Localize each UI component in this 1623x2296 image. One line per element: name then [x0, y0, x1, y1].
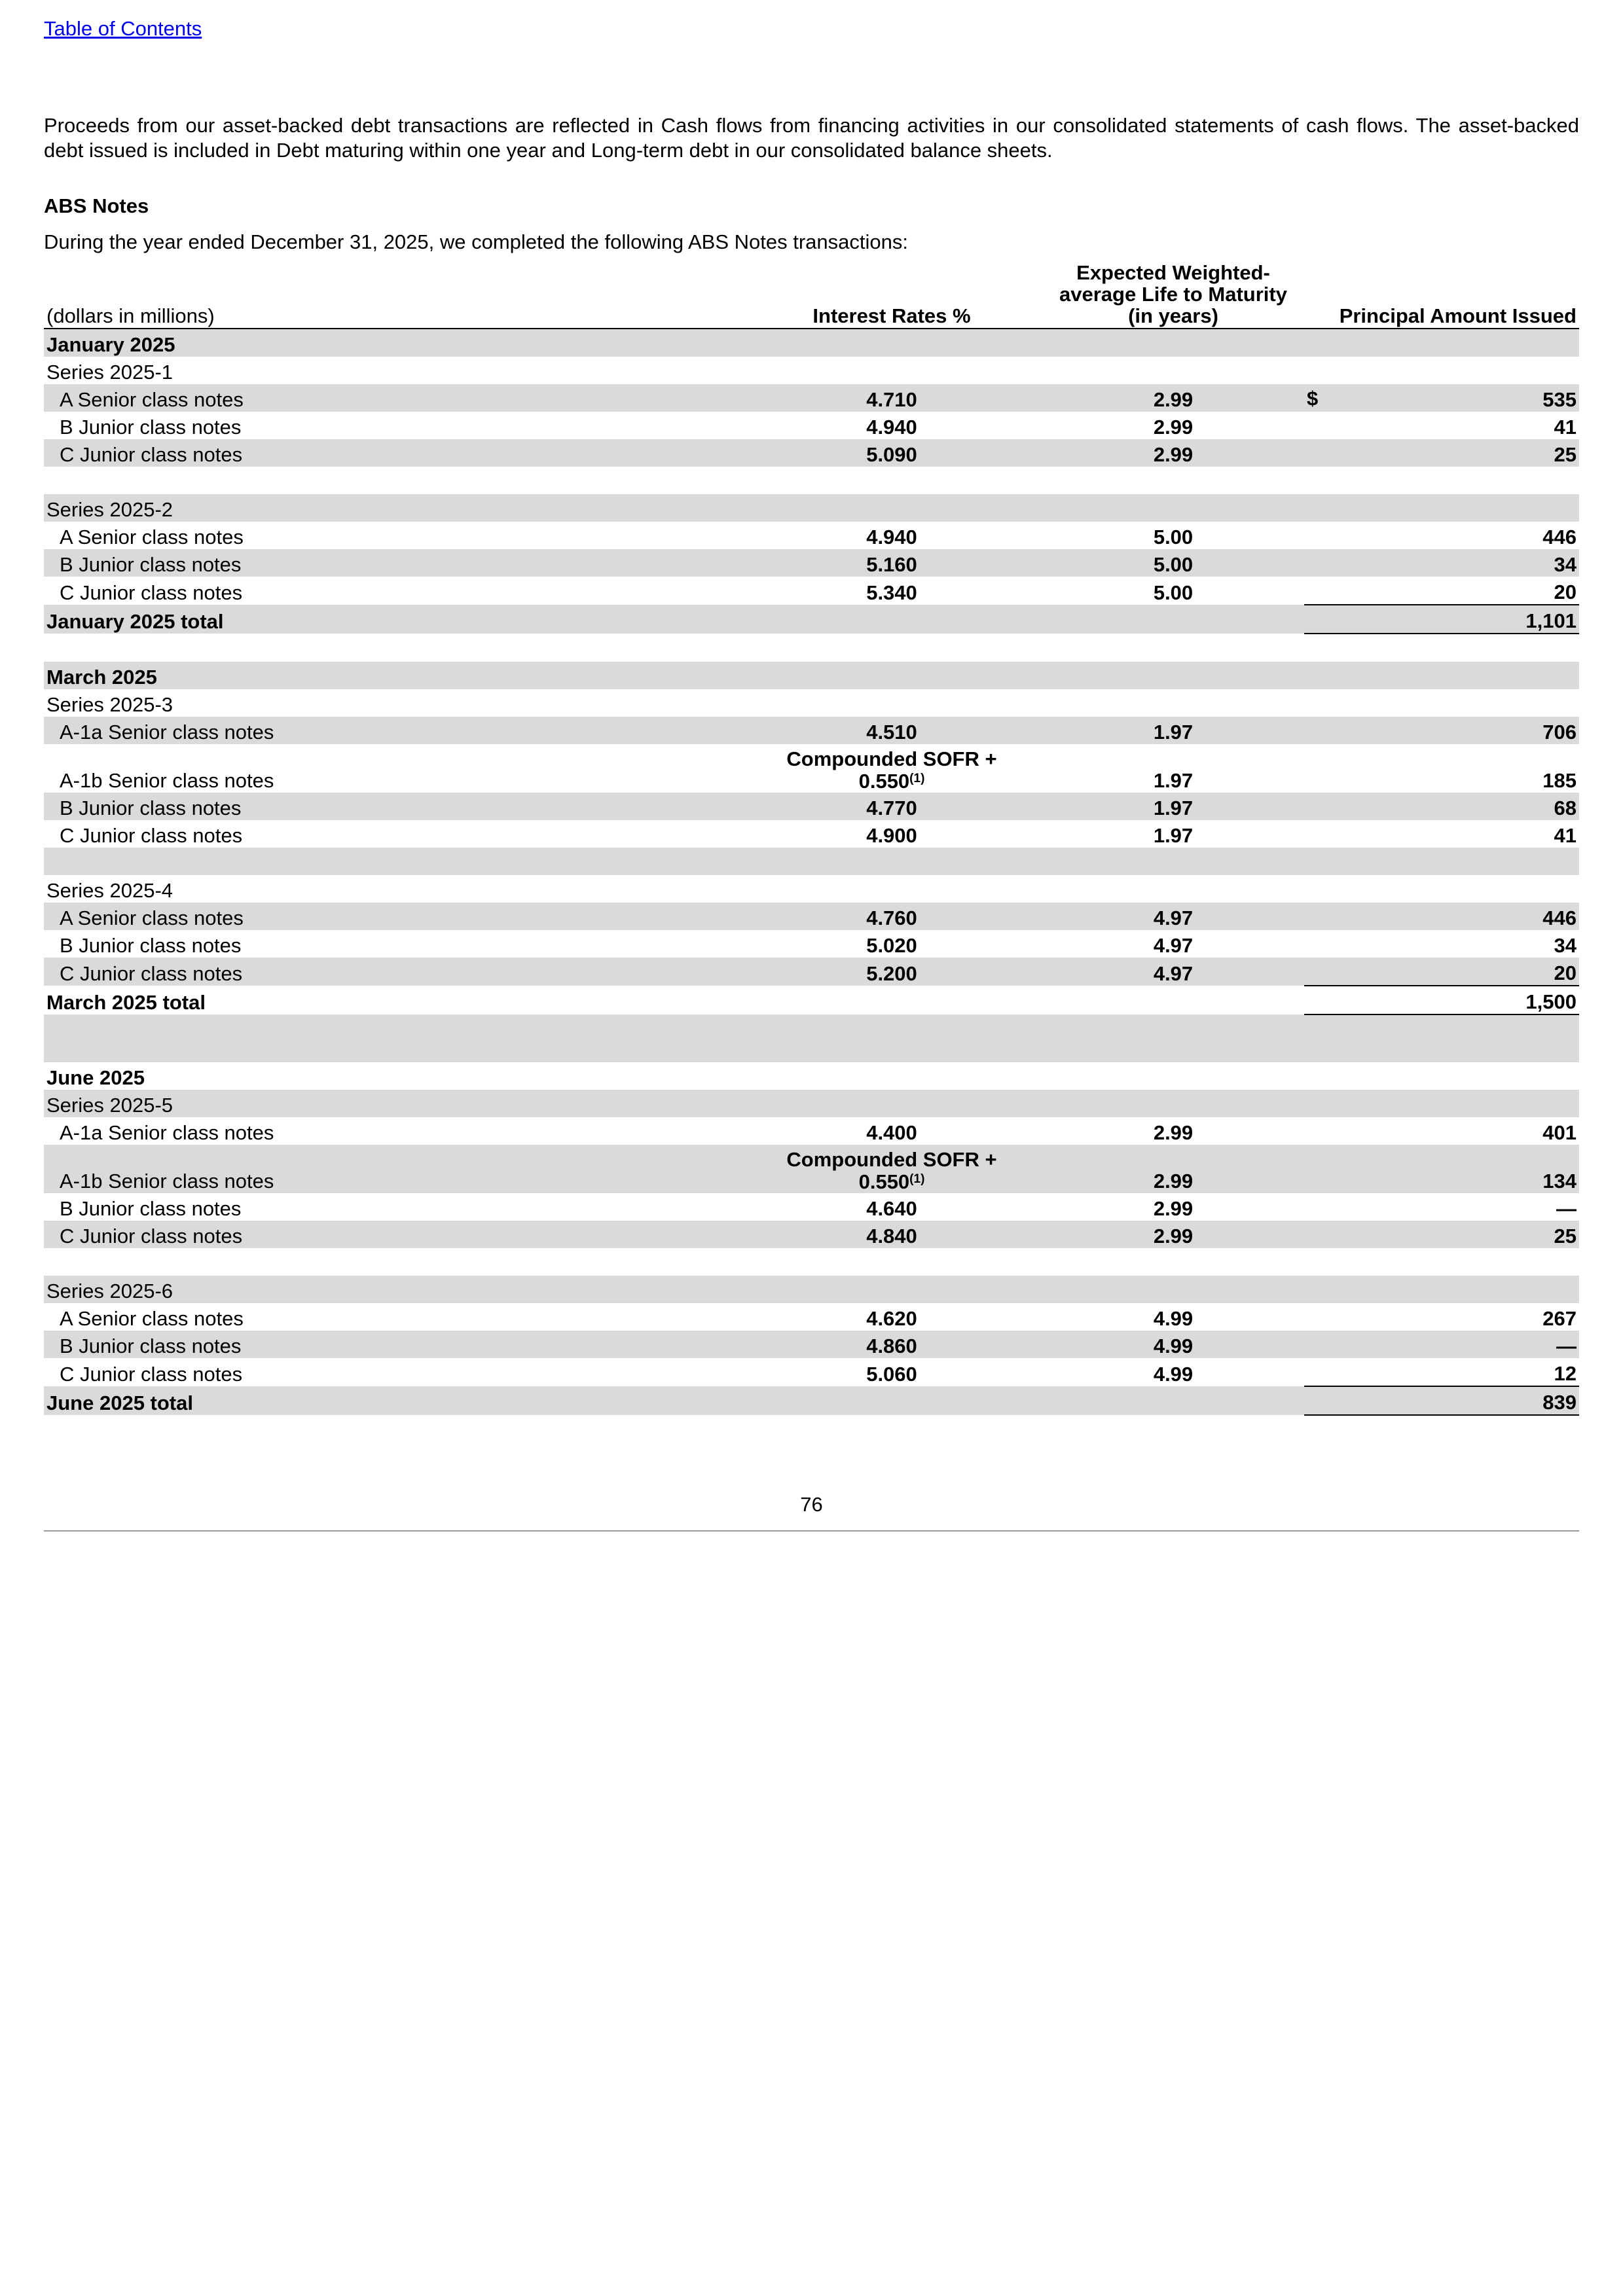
amount-value: —	[1556, 1197, 1577, 1220]
weighted-life	[1042, 605, 1304, 634]
weighted-life	[1042, 1276, 1304, 1303]
row-label: A-1b Senior class notes	[44, 1145, 741, 1193]
principal-amount	[1304, 1117, 1579, 1145]
amount-value: 185	[1542, 769, 1577, 792]
interest-rate: 5.160	[741, 549, 1042, 577]
principal-amount	[1304, 467, 1579, 494]
series-row	[44, 689, 1579, 717]
weighted-life: 1.97	[1153, 824, 1194, 847]
table-row	[44, 439, 1579, 467]
amount-value: 446	[1542, 906, 1577, 929]
principal-amount	[1304, 689, 1579, 717]
row-label: Series 2025-5	[44, 1090, 741, 1117]
row-label: Series 2025-6	[44, 1276, 741, 1303]
amount-value: 34	[1554, 934, 1577, 957]
weighted-life: 4.97	[1042, 958, 1304, 986]
row-label: C Junior class notes	[60, 581, 243, 604]
row-label: B Junior class notes	[44, 1331, 741, 1358]
principal-amount	[1304, 1090, 1579, 1117]
principal-amount	[1304, 958, 1579, 986]
weighted-life	[1042, 689, 1304, 717]
weighted-life: 4.97	[1153, 934, 1194, 957]
weighted-life: 1.97	[1153, 769, 1194, 792]
interest-rate	[741, 467, 1042, 494]
interest-rate: 5.340	[866, 581, 917, 604]
weighted-life: 5.00	[1153, 526, 1194, 548]
interest-rate	[741, 689, 1042, 717]
weighted-life	[1042, 634, 1304, 662]
table-row	[44, 820, 1579, 848]
interest-rate	[741, 875, 1042, 903]
rate-line-1: Compounded SOFR +	[786, 747, 997, 770]
table-row	[44, 384, 1579, 412]
page-footer-rule	[44, 1530, 1579, 1532]
row-label: B Junior class notes	[44, 549, 741, 577]
table-row	[44, 1117, 1579, 1145]
principal-amount	[1304, 494, 1579, 522]
weighted-life	[1042, 662, 1304, 689]
spacer-row	[44, 1248, 1579, 1276]
interest-rate	[741, 329, 1042, 357]
interest-rate: 4.940	[866, 416, 917, 439]
weighted-life	[1042, 1248, 1304, 1276]
weighted-life: 2.99	[1153, 1121, 1194, 1144]
principal-amount	[1304, 875, 1579, 903]
interest-rate: 4.760	[741, 903, 1042, 930]
row-label: C Junior class notes	[44, 1221, 741, 1248]
interest-rate	[741, 634, 1042, 662]
amount-value: 1,500	[1525, 990, 1577, 1013]
principal-amount	[1304, 903, 1579, 930]
abs-notes-table	[44, 260, 1579, 1416]
row-label: January 2025	[44, 329, 741, 357]
row-label: B Junior class notes	[60, 1197, 242, 1220]
interest-rate: 5.020	[866, 934, 917, 957]
interest-rate	[741, 357, 1042, 384]
weighted-life	[1042, 1090, 1304, 1117]
interest-rate: 5.200	[741, 958, 1042, 986]
amount-value: 706	[1542, 721, 1577, 744]
weighted-life	[1042, 986, 1304, 1014]
amount-value: 34	[1554, 553, 1577, 576]
month-row	[44, 329, 1579, 357]
footnote-marker: (1)	[909, 772, 925, 785]
interest-rate	[741, 1090, 1042, 1117]
header-weighted-life: Expected Weighted-average Life to Maturity (in years)	[1042, 260, 1304, 329]
principal-amount	[1304, 717, 1579, 744]
table-row	[44, 717, 1579, 744]
principal-amount	[1304, 634, 1579, 662]
page-number: 76	[800, 1493, 823, 1516]
table-row	[44, 577, 1579, 605]
interest-rate	[741, 494, 1042, 522]
amount-value: 446	[1542, 526, 1577, 548]
month-row	[44, 1062, 1579, 1090]
weighted-life	[1042, 1386, 1304, 1415]
interest-rate: 4.860	[741, 1331, 1042, 1358]
amount-value: 1,101	[1525, 609, 1577, 632]
principal-amount	[1304, 744, 1579, 793]
month-row	[44, 662, 1579, 689]
interest-rate: 4.840	[741, 1221, 1042, 1248]
table-row	[44, 903, 1579, 930]
row-label: B Junior class notes	[60, 934, 242, 957]
table-row	[44, 1331, 1579, 1358]
row-label: Series 2025-1	[46, 361, 173, 384]
principal-amount	[1304, 986, 1579, 1014]
rate-line-1: Compounded SOFR +	[786, 1148, 997, 1171]
amount-value: 41	[1554, 416, 1577, 439]
weighted-life	[1042, 848, 1304, 875]
principal-amount	[1304, 1062, 1579, 1090]
header-label: (dollars in millions)	[44, 260, 741, 329]
amount-value: 401	[1542, 1121, 1577, 1144]
interest-rate: 4.900	[866, 824, 917, 847]
principal-amount	[1304, 439, 1579, 467]
weighted-life: 4.97	[1042, 903, 1304, 930]
row-label: A Senior class notes	[44, 384, 741, 412]
table-row	[44, 1358, 1579, 1386]
weighted-life: 4.99	[1042, 1331, 1304, 1358]
row-label: C Junior class notes	[60, 1363, 243, 1386]
series-row	[44, 1090, 1579, 1117]
row-label: January 2025 total	[44, 605, 741, 634]
intro-sentence: During the year ended December 31, 2025, we completed the following ABS Notes transactions:	[44, 230, 908, 253]
intro-paragraph: Proceeds from our asset-backed debt transactions are reflected in Cash flows from financing activities in our consolidated statements of cash flows. The asset-backed debt issued is included in Debt maturing within one year and Long-term debt in our consolidated balance sheets.	[44, 114, 1579, 162]
amount-value: 267	[1542, 1307, 1577, 1330]
row-label: A Senior class notes	[44, 903, 741, 930]
principal-amount	[1304, 412, 1579, 439]
table-body	[44, 329, 1579, 1415]
rate-spread: 0.550	[858, 1170, 910, 1193]
row-label: A-1a Senior class notes	[44, 717, 741, 744]
principal-amount	[1304, 329, 1579, 357]
weighted-life: 5.00	[1042, 549, 1304, 577]
series-row	[44, 875, 1579, 903]
table-row	[44, 1145, 1579, 1193]
table-row	[44, 412, 1579, 439]
weighted-life: 2.99	[1042, 439, 1304, 467]
interest-rate: 4.510	[741, 717, 1042, 744]
spacer-row	[44, 467, 1579, 494]
row-label: March 2025	[44, 662, 741, 689]
interest-rate: 4.400	[866, 1121, 917, 1144]
row-label	[44, 634, 741, 662]
row-label: C Junior class notes	[44, 958, 741, 986]
row-label: A-1a Senior class notes	[60, 1121, 274, 1144]
spacer-row	[44, 1014, 1579, 1062]
principal-amount	[1304, 1386, 1579, 1415]
interest-rate	[741, 662, 1042, 689]
interest-rate	[741, 1276, 1042, 1303]
principal-amount	[1304, 1303, 1579, 1331]
interest-rate	[741, 1145, 1042, 1193]
table-row	[44, 958, 1579, 986]
table-header-row	[44, 260, 1579, 329]
row-label: B Junior class notes	[44, 793, 741, 820]
row-label	[44, 848, 741, 875]
weighted-life	[1042, 357, 1304, 384]
amount-value: 20	[1554, 961, 1577, 984]
row-label: B Junior class notes	[60, 416, 242, 439]
amount-value: 12	[1554, 1362, 1577, 1385]
interest-rate: 4.940	[866, 526, 917, 548]
weighted-life: 4.99	[1153, 1363, 1194, 1386]
weighted-life	[1042, 875, 1304, 903]
principal-amount	[1304, 605, 1579, 634]
principal-amount	[1304, 1145, 1579, 1193]
series-row	[44, 494, 1579, 522]
rate-line-2	[744, 770, 1040, 793]
interest-rate	[741, 1386, 1042, 1415]
principal-amount	[1304, 577, 1579, 605]
table-row	[44, 930, 1579, 958]
amount-value: 20	[1554, 581, 1577, 603]
series-row	[44, 357, 1579, 384]
amount-value: 25	[1554, 443, 1577, 466]
interest-rate: 5.090	[741, 439, 1042, 467]
principal-amount	[1304, 793, 1579, 820]
interest-rate	[741, 986, 1042, 1014]
total-row	[44, 605, 1579, 634]
total-row	[44, 1386, 1579, 1415]
weighted-life: 2.99	[1153, 416, 1194, 439]
interest-rate: 4.640	[866, 1197, 917, 1220]
total-row	[44, 986, 1579, 1014]
rate-spread: 0.550	[858, 770, 910, 793]
table-row	[44, 1303, 1579, 1331]
weighted-life	[1042, 467, 1304, 494]
weighted-life: 2.99	[1042, 384, 1304, 412]
footnote-marker: (1)	[909, 1172, 925, 1186]
spacer-row	[44, 634, 1579, 662]
amount-value: 41	[1554, 824, 1577, 847]
amount-value: 134	[1542, 1170, 1577, 1193]
principal-amount	[1304, 1014, 1579, 1062]
principal-amount	[1304, 522, 1579, 549]
table-row	[44, 522, 1579, 549]
row-label: June 2025 total	[44, 1386, 741, 1415]
table-row	[44, 744, 1579, 793]
amount-value: 25	[1554, 1225, 1577, 1247]
principal-amount	[1304, 1358, 1579, 1386]
row-label: A Senior class notes	[60, 1307, 244, 1330]
table-row	[44, 1221, 1579, 1248]
row-label: June 2025	[46, 1066, 145, 1089]
principal-amount	[1304, 848, 1579, 875]
interest-rate: 4.770	[741, 793, 1042, 820]
row-label: Series 2025-4	[46, 879, 173, 902]
interest-rate	[741, 1014, 1042, 1062]
principal-amount	[1304, 1248, 1579, 1276]
principal-amount	[1304, 820, 1579, 848]
amount-value: 535	[1542, 388, 1577, 411]
header-interest-rate: Interest Rates %	[741, 260, 1042, 329]
principal-amount	[1304, 384, 1579, 412]
interest-rate: 5.060	[866, 1363, 917, 1386]
row-label: A-1b Senior class notes	[60, 769, 274, 792]
weighted-life: 5.00	[1153, 581, 1194, 604]
table-row	[44, 793, 1579, 820]
interest-rate	[741, 605, 1042, 634]
row-label: Series 2025-3	[46, 693, 173, 716]
principal-amount	[1304, 357, 1579, 384]
amount-value: 68	[1554, 797, 1577, 819]
weighted-life: 1.97	[1042, 793, 1304, 820]
weighted-life: 2.99	[1153, 1197, 1194, 1220]
principal-amount	[1304, 549, 1579, 577]
row-label: Series 2025-2	[44, 494, 741, 522]
currency-symbol: $	[1307, 387, 1319, 410]
interest-rate	[741, 1062, 1042, 1090]
table-row	[44, 1193, 1579, 1221]
weighted-life: 2.99	[1042, 1145, 1304, 1193]
table-of-contents-link[interactable]: Table of Contents	[44, 17, 202, 40]
row-label	[44, 467, 741, 494]
interest-rate	[741, 744, 1042, 793]
interest-rate: 4.710	[741, 384, 1042, 412]
weighted-life	[1042, 1062, 1304, 1090]
principal-amount	[1304, 930, 1579, 958]
principal-amount	[1304, 1221, 1579, 1248]
principal-amount	[1304, 1331, 1579, 1358]
interest-rate: 4.620	[866, 1307, 917, 1330]
principal-amount	[1304, 1193, 1579, 1221]
weighted-life: 2.99	[1042, 1221, 1304, 1248]
row-label	[44, 1014, 741, 1062]
table-row	[44, 549, 1579, 577]
row-label	[44, 1248, 741, 1276]
row-label: C Junior class notes	[60, 824, 243, 847]
header-principal-amount: Principal Amount Issued	[1304, 260, 1579, 329]
weighted-life: 1.97	[1042, 717, 1304, 744]
weighted-life	[1042, 1014, 1304, 1062]
series-row	[44, 1276, 1579, 1303]
spacer-row	[44, 848, 1579, 875]
row-label: March 2025 total	[46, 991, 206, 1014]
section-heading: ABS Notes	[44, 194, 149, 217]
row-label: A Senior class notes	[60, 526, 244, 548]
interest-rate	[741, 848, 1042, 875]
weighted-life: 4.99	[1153, 1307, 1194, 1330]
amount-value: —	[1556, 1335, 1577, 1357]
interest-rate	[741, 1248, 1042, 1276]
rate-line-2	[744, 1171, 1040, 1193]
weighted-life	[1042, 329, 1304, 357]
weighted-life	[1042, 494, 1304, 522]
principal-amount	[1304, 662, 1579, 689]
row-label: C Junior class notes	[44, 439, 741, 467]
amount-value: 839	[1542, 1391, 1577, 1414]
principal-amount	[1304, 1276, 1579, 1303]
